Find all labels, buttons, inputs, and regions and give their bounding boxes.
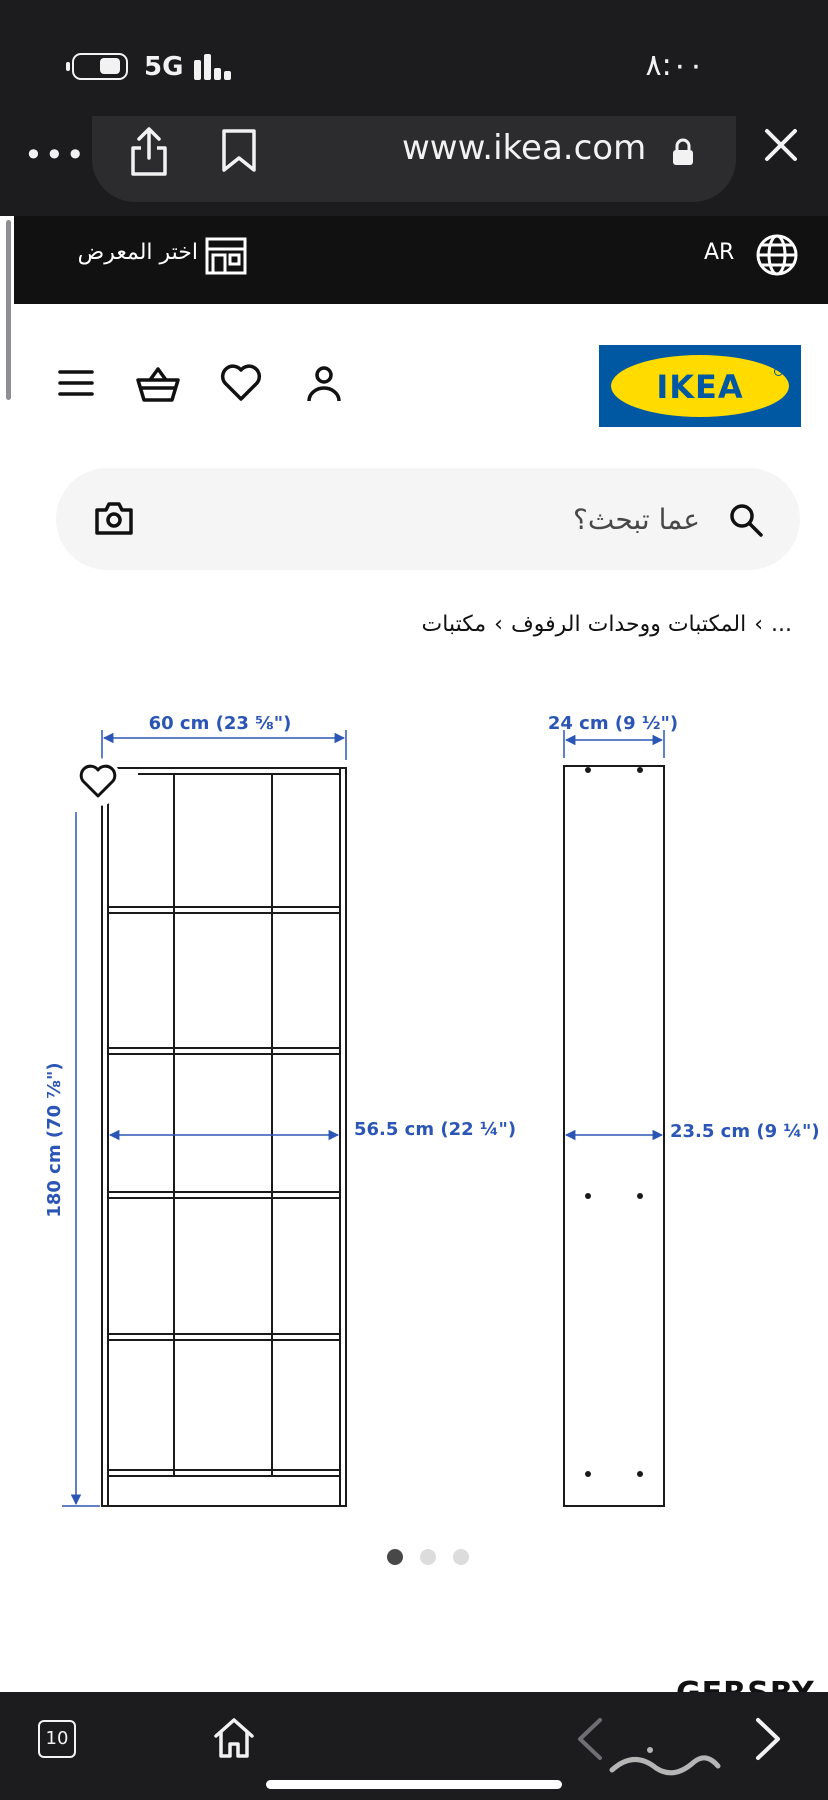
status-bar: [0, 0, 828, 116]
signal-icon: [194, 54, 238, 80]
watermark-logo: [604, 1740, 724, 1784]
carousel-dot[interactable]: [387, 1549, 403, 1565]
carousel-dot[interactable]: [420, 1549, 436, 1565]
heart-icon: [74, 758, 122, 806]
breadcrumb: [422, 612, 792, 637]
breadcrumb-item-bookcases[interactable]: مكتبات: [421, 612, 487, 637]
depth-label: 24 cm (9 ½"): [547, 713, 679, 734]
back-icon[interactable]: [574, 1716, 606, 1762]
inner-width-label: 56.5 cm (22 ¼"): [354, 1119, 517, 1140]
chevron-icon: ‹: [754, 612, 764, 637]
status-time: ٨:٠٠: [645, 48, 704, 83]
browser-bottom-toolbar: [0, 1692, 828, 1800]
share-icon[interactable]: [128, 126, 170, 178]
home-icon[interactable]: [212, 1716, 256, 1760]
add-to-favourites-button[interactable]: [74, 758, 122, 806]
store-icon[interactable]: [204, 236, 248, 276]
width-label: 60 cm (23 ⅝"): [148, 713, 292, 734]
search-input[interactable]: [200, 498, 700, 540]
globe-icon[interactable]: [754, 232, 800, 278]
close-icon[interactable]: [762, 126, 800, 164]
breadcrumb-item-bookcases-shelving[interactable]: المكتبات ووحدات الرفوف: [510, 612, 747, 637]
carousel-indicator[interactable]: [387, 1549, 469, 1565]
search-bar[interactable]: [56, 468, 800, 570]
carousel-dot[interactable]: [453, 1549, 469, 1565]
search-icon[interactable]: [728, 502, 764, 538]
chevron-icon: ‹: [494, 612, 503, 637]
logo-oval: [611, 355, 789, 417]
camera-search-icon[interactable]: [94, 500, 134, 536]
height-label: 180 cm (70 ⅞"): [44, 1062, 65, 1218]
favourites-heart-icon[interactable]: [220, 364, 262, 402]
language-selector[interactable]: AR: [704, 240, 735, 265]
tabs-button[interactable]: 10: [38, 1720, 76, 1758]
forward-icon[interactable]: [752, 1716, 784, 1762]
bookcase-side-view: [564, 766, 664, 1506]
choose-store-link[interactable]: اختر المعرض: [77, 240, 198, 265]
registered-mark: [774, 367, 783, 376]
ikea-logo[interactable]: [599, 345, 801, 427]
shopping-basket-icon[interactable]: [136, 364, 180, 404]
url-text[interactable]: www.ikea.com: [402, 128, 647, 168]
home-indicator[interactable]: [266, 1780, 562, 1789]
more-options-button[interactable]: •••: [24, 136, 87, 174]
menu-icon[interactable]: [58, 368, 94, 398]
network-type: 5G: [144, 52, 184, 82]
lock-icon: [672, 138, 694, 166]
product-dimension-drawing[interactable]: [0, 690, 828, 1530]
user-icon[interactable]: [304, 364, 344, 404]
scrollbar[interactable]: [6, 220, 11, 400]
inner-depth-label: 23.5 cm (9 ¼"): [670, 1121, 820, 1142]
bookmark-icon[interactable]: [220, 128, 258, 174]
breadcrumb-ellipsis[interactable]: ...: [771, 612, 792, 637]
browser-toolbar: [0, 116, 828, 216]
store-bar: [14, 216, 828, 304]
battery-icon: [72, 53, 128, 80]
bookcase-front-view: [102, 768, 346, 1506]
logo-text: IKEA: [656, 368, 744, 406]
